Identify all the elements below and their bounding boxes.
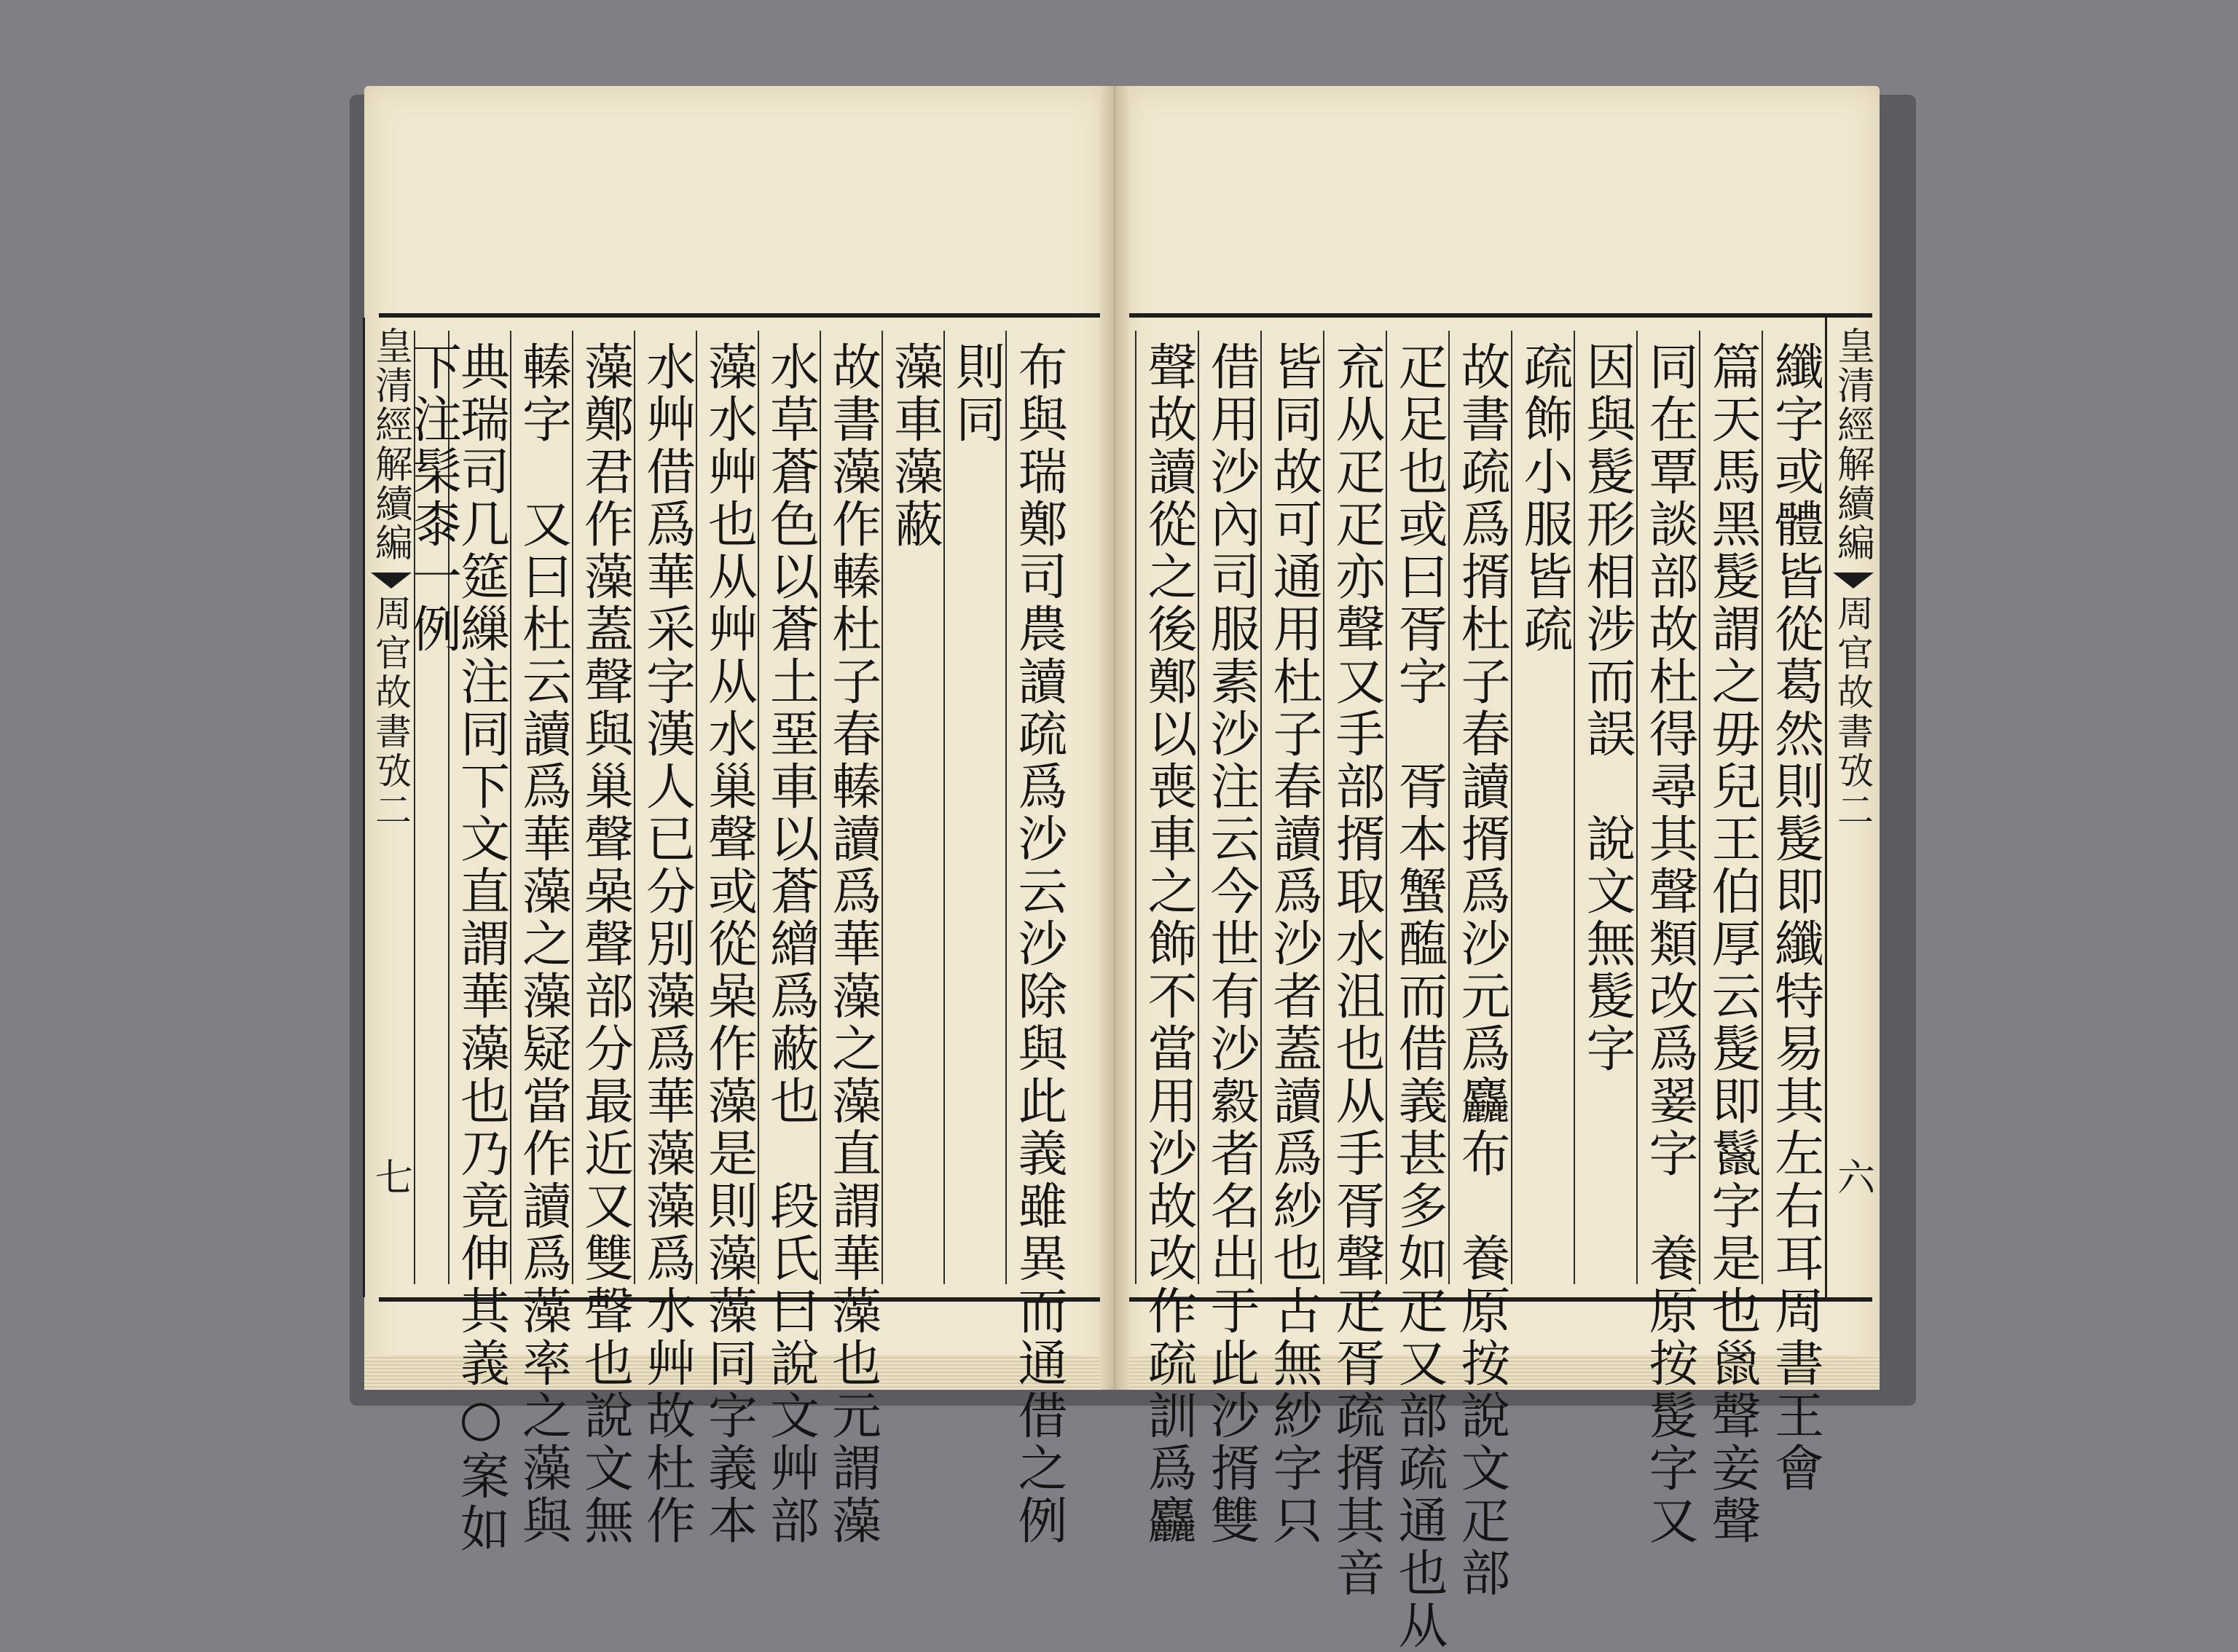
column-text: 典瑞司几筵繅注同下文直謂華藻也乃竟伸其義○案如	[452, 341, 510, 1555]
column-text: 則同	[947, 341, 1005, 446]
text-column	[572, 331, 635, 1547]
text-column	[510, 331, 573, 1547]
text-column	[1135, 331, 1199, 1547]
text-column	[1636, 331, 1700, 1547]
left-text-frame	[368, 313, 1100, 1555]
text-column	[1511, 331, 1575, 1284]
text-column	[1386, 331, 1450, 1652]
text-column	[1005, 331, 1069, 1547]
text-column	[758, 331, 821, 1547]
book-title: 皇清經解續編	[368, 326, 412, 562]
text-column	[1574, 331, 1638, 1284]
column-text: 纖字或體皆從葛然則髲即纖特易其左右耳周書王會	[1766, 341, 1824, 1495]
text-column	[820, 331, 883, 1547]
center-column	[363, 318, 416, 1297]
text-column	[882, 331, 945, 1284]
column-text: 水草蒼色以蒼土堊車以蒼繒爲蔽也 段氏曰說文艸部	[761, 341, 820, 1547]
column-text: 藻水艸也从艸从水巢聲或從喿作藻是則藻藻同字義本	[699, 341, 758, 1547]
column-text: 因與髲形相涉而誤 說文無髲字	[1578, 341, 1636, 1075]
column-text: 篇天馬黑髲謂之毋兒王伯厚云髲即鬣字是也巤聲妾聲	[1703, 341, 1761, 1547]
book-gutter	[1099, 86, 1131, 1390]
column-text: 皆同故可通用杜子春讀爲沙者蓋讀爲紗也古無紗字只	[1265, 341, 1322, 1547]
column-text: 布與瑞鄭司農讀疏爲沙云沙除與此義雖異而通借之例	[1010, 341, 1067, 1547]
column-text: 聲故讀從之後鄭以喪車之飾不當用沙故改作疏訓爲麤	[1139, 341, 1197, 1547]
column-text: 藻鄭君作藻蓋聲與巢聲喿聲部分最近又雙聲也說文無	[576, 341, 634, 1547]
column-text: 借用沙內司服素沙注云今世有沙縠者名出于此沙揟雙	[1202, 341, 1260, 1547]
text-column	[1260, 331, 1324, 1547]
text-column	[1323, 331, 1387, 1600]
section-title: 周官故書攷二	[1831, 594, 1874, 830]
text-column	[1198, 331, 1262, 1547]
text-column	[1699, 331, 1763, 1547]
column-text: 同在覃談部故杜得尋其聲類改爲翣字 養原按髲字又	[1641, 341, 1698, 1547]
text-column	[1762, 331, 1826, 1495]
column-text: 故書疏爲揟杜子春讀揟爲沙元爲麤布 養原按說文疋部	[1453, 341, 1510, 1600]
page-number: 六	[1830, 1157, 1874, 1195]
text-column	[404, 331, 462, 1284]
book-title: 皇清經解續編	[1830, 326, 1874, 562]
fishtail-mark	[1833, 573, 1874, 589]
text-column	[696, 331, 759, 1547]
page-number: 七	[368, 1157, 412, 1195]
column-text: 水艸借爲華采字漢人已分別藻爲華藻藻爲水艸故杜作	[637, 341, 696, 1547]
text-column	[1448, 331, 1512, 1600]
section-title: 周官故書攷二	[369, 594, 412, 830]
column-text: 轃字 又曰杜云讀爲華藻之藻疑當作讀爲藻率之藻與	[514, 341, 572, 1547]
text-column	[634, 331, 697, 1547]
column-text: 下注髤桼一例	[404, 341, 462, 656]
center-column	[1825, 318, 1878, 1297]
column-text: 㐬从疋疋亦聲又手部揟取水沮也从手胥聲疋胥疏揟其音	[1327, 341, 1385, 1600]
text-column	[943, 331, 1007, 1284]
fishtail-mark	[371, 573, 412, 589]
right-text-frame	[1129, 313, 1874, 1652]
column-text: 藻車藻蔽	[885, 341, 943, 551]
column-text: 故書藻作轃杜子春轃讀爲華藻之藻直謂華藻也元謂藻	[823, 341, 882, 1547]
column-text: 疋足也或曰胥字 胥本蟹醢而借義甚多如疋又部疏通也从	[1390, 341, 1448, 1652]
column-text: 疏飾小服皆疏	[1515, 341, 1573, 656]
